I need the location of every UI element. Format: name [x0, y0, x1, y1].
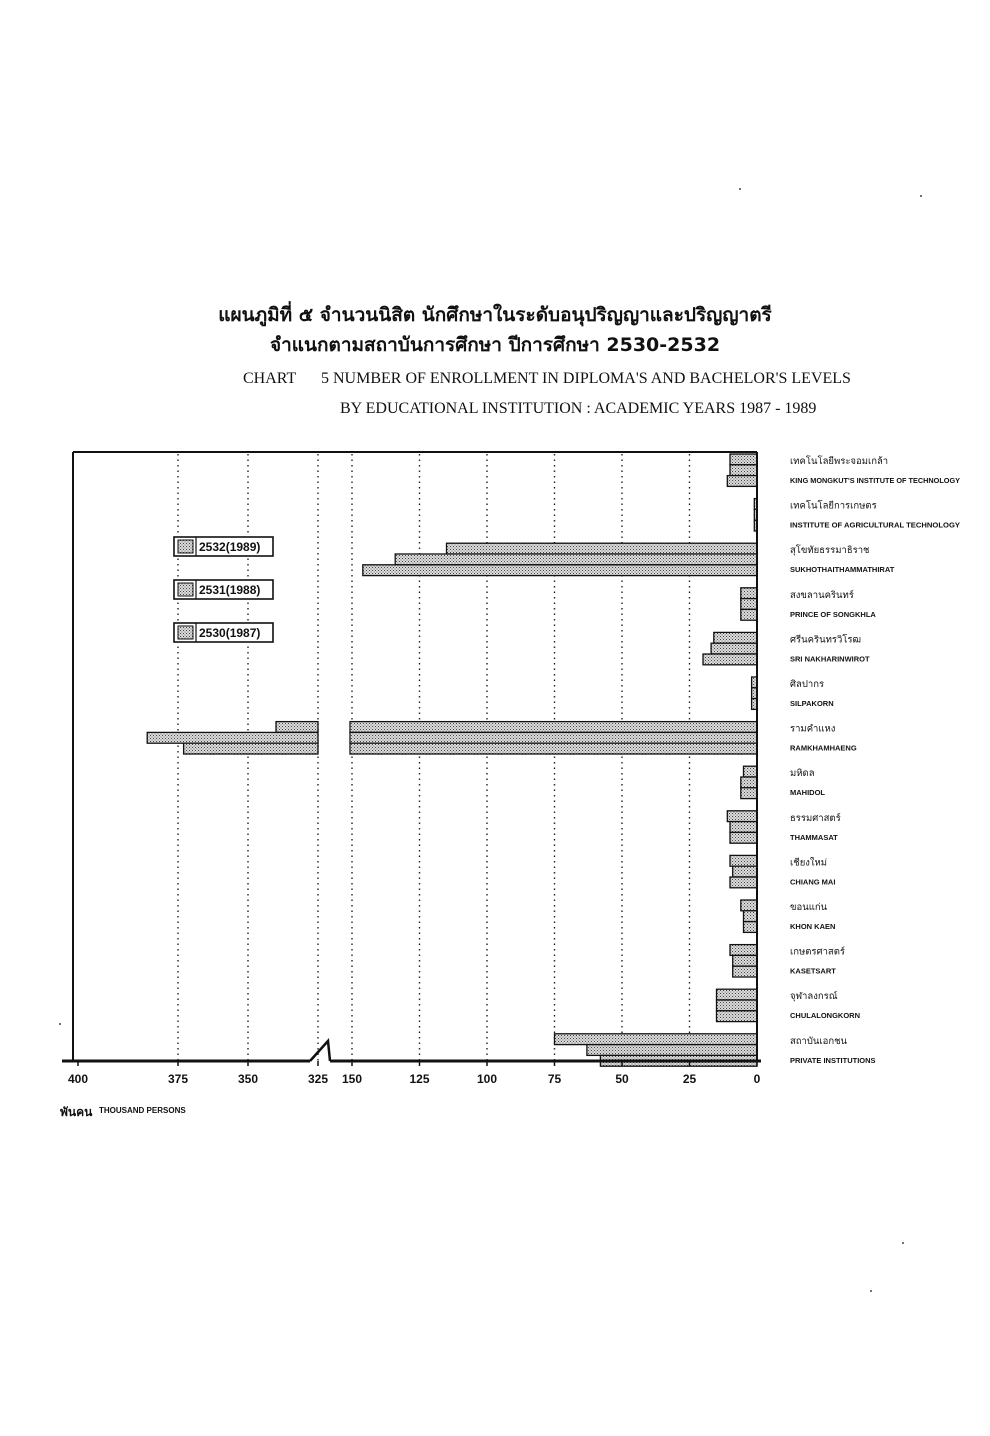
category-label-english: PRIVATE INSTITUTIONS — [790, 1055, 876, 1065]
bar-2532(1989)-chiang-mai — [730, 855, 757, 866]
category-label-english: CHIANG MAI — [790, 877, 836, 887]
bar-2530(1987)-kasetsart — [733, 966, 757, 977]
unit-label-thai: พันคน — [60, 1105, 93, 1119]
legend-swatch — [178, 626, 193, 639]
x-tick-label: 125 — [409, 1072, 430, 1086]
axis-break-marker — [310, 1041, 330, 1061]
bar-2530(1987)-thammasat — [730, 832, 757, 843]
bar-2531(1988)-chiang-mai — [733, 866, 757, 877]
bar-2531(1988)-thammasat — [730, 822, 757, 833]
legend — [174, 537, 273, 642]
scan-speck — [59, 1023, 61, 1025]
chart-title-thai-line-2: จำแนกตามสถาบันการศึกษา ปีการศึกษา 2530-2532 — [269, 334, 721, 356]
category-label-english: PRINCE OF SONGKHLA — [790, 609, 876, 619]
bar-2531(1988)-chulalongkorn — [717, 1000, 758, 1011]
category-label-english: RAMKHAMHAENG — [790, 743, 857, 753]
bar-2532(1989)-king-mongkut-s-institute-of-technology — [730, 454, 757, 465]
bar-2530(1987)-mahidol — [741, 788, 757, 799]
bar-2532(1989)-khon-kaen — [741, 900, 757, 911]
scan-speck — [920, 195, 922, 197]
legend-label: 2530(1987) — [199, 626, 261, 640]
bar-2531(1988)-prince-of-songkhla — [741, 599, 757, 610]
chart-title-english-text: 5 NUMBER OF ENROLLMENT IN DIPLOMA'S AND BACHELOR'S LEVELS — [321, 370, 851, 387]
category-label-thai: เชียงใหม่ — [790, 857, 828, 869]
category-label-thai: ขอนแก่น — [790, 902, 828, 913]
category-label-thai: เทคโนโลยีพระจอมเกล้า — [790, 456, 889, 467]
legend-swatch — [178, 583, 193, 596]
bar-2532(1989)-mahidol — [744, 766, 758, 777]
bar-2531(1988)-khon-kaen — [744, 911, 758, 922]
chart-title-thai-line-1: แผนภูมิที่ ๕ จำนวนนิสิต นักศึกษาในระดับอนุปริญญาและปริญญาตรี — [218, 304, 772, 326]
x-tick-label: 400 — [67, 1072, 89, 1086]
bar-2530(1987)-prince-of-songkhla — [741, 609, 757, 620]
bar-2531(1988)-kasetsart — [733, 955, 757, 966]
legend-label: 2531(1988) — [199, 583, 261, 597]
scan-speck — [902, 1242, 904, 1244]
x-tick-label: 0 — [753, 1072, 761, 1086]
bar-2531(1988)-king-mongkut-s-institute-of-technology — [730, 465, 757, 476]
bar-2532(1989)-chulalongkorn — [717, 989, 758, 1000]
category-label-english: KING MONGKUT'S INSTITUTE OF TECHNOLOGY — [790, 476, 960, 485]
category-label-thai: เทคโนโลยีการเกษตร — [790, 500, 877, 512]
x-tick-label: 150 — [341, 1072, 363, 1086]
legend-label: 2532(1989) — [199, 540, 261, 554]
x-tick-label: 50 — [615, 1072, 629, 1086]
category-label-english: INSTITUTE OF AGRICULTURAL TECHNOLOGY — [790, 520, 960, 530]
chart-number-label: CHART — [243, 370, 297, 387]
bar-2531(1988)-sukhothaithammathirat — [395, 554, 757, 565]
category-label-thai: ธรรมศาสตร์ — [790, 812, 841, 824]
category-label-english: MAHIDOL — [790, 788, 825, 798]
bar-2532(1989)-ramkhamhaeng-lower — [350, 722, 757, 733]
bar-2531(1988)-ramkhamhaeng-upper — [147, 732, 318, 743]
x-tick-label: 375 — [167, 1072, 189, 1086]
bar-2530(1987)-chiang-mai — [730, 877, 757, 888]
chart-title-english-line-2: BY EDUCATIONAL INSTITUTION : ACADEMIC YEARS 1987 - 1989 — [340, 400, 817, 417]
bar-2531(1988)-ramkhamhaeng-lower — [350, 732, 757, 743]
bar-2530(1987)-chulalongkorn — [717, 1011, 758, 1022]
category-label-english: SILPAKORN — [790, 699, 834, 708]
bar-2530(1987)-king-mongkut-s-institute-of-technology — [727, 476, 757, 487]
x-tick-label: 25 — [682, 1072, 697, 1086]
bar-2530(1987)-ramkhamhaeng-upper — [184, 743, 318, 754]
category-label-thai: สงขลานครินทร์ — [790, 589, 854, 601]
category-label-thai: ศรีนครินทรวิโรฒ — [790, 634, 862, 646]
category-label-thai: เกษตรศาสตร์ — [790, 946, 845, 958]
scan-speck — [739, 188, 741, 190]
bar-2532(1989)-prince-of-songkhla — [741, 588, 757, 599]
bar-2531(1988)-sri-nakharinwirot — [711, 643, 757, 654]
category-label-english: THAMMASAT — [790, 832, 838, 842]
category-label-thai: จุฬาลงกรณ์ — [790, 991, 838, 1003]
category-label-thai: ศิลปากร — [790, 679, 825, 690]
category-label-thai: สุโขทัยธรรมาธิราช — [790, 545, 870, 557]
category-label-english: SRI NAKHARINWIROT — [790, 654, 870, 664]
bar-2530(1987)-sukhothaithammathirat — [363, 565, 757, 576]
category-label-thai: มหิดล — [790, 768, 815, 780]
category-labels — [790, 455, 960, 1065]
category-label-english: CHULALONGKORN — [790, 1011, 860, 1021]
x-tick-label: 350 — [237, 1072, 259, 1086]
bar-2532(1989)-thammasat — [727, 811, 757, 822]
category-label-english: KASETSART — [790, 966, 836, 976]
bar-2532(1989)-sukhothaithammathirat — [447, 543, 758, 554]
bar-2531(1988)-mahidol — [741, 777, 757, 788]
category-label-english: KHON KAEN — [790, 922, 836, 931]
category-label-english: SUKHOTHAITHAMMATHIRAT — [790, 565, 895, 575]
bar-2530(1987)-khon-kaen — [744, 922, 758, 933]
unit-label-english: THOUSAND PERSONS — [99, 1106, 186, 1115]
bar-2531(1988)-private-institutions — [587, 1045, 757, 1056]
x-tick-label: 100 — [476, 1072, 498, 1086]
bar-2532(1989)-sri-nakharinwirot — [714, 632, 757, 643]
category-label-thai: รามคำแหง — [790, 723, 836, 735]
bar-2532(1989)-ramkhamhaeng-upper — [276, 722, 318, 733]
scan-speck — [870, 1290, 872, 1292]
bar-2530(1987)-ramkhamhaeng-lower — [350, 743, 757, 754]
bar-2530(1987)-sri-nakharinwirot — [703, 654, 757, 665]
category-label-thai: สถาบันเอกชน — [790, 1035, 848, 1047]
bar-2532(1989)-private-institutions — [555, 1034, 758, 1045]
legend-swatch — [178, 540, 193, 553]
x-tick-label: 325 — [307, 1072, 329, 1086]
bar-2532(1989)-kasetsart — [730, 945, 757, 956]
x-tick-label: 75 — [547, 1072, 562, 1086]
